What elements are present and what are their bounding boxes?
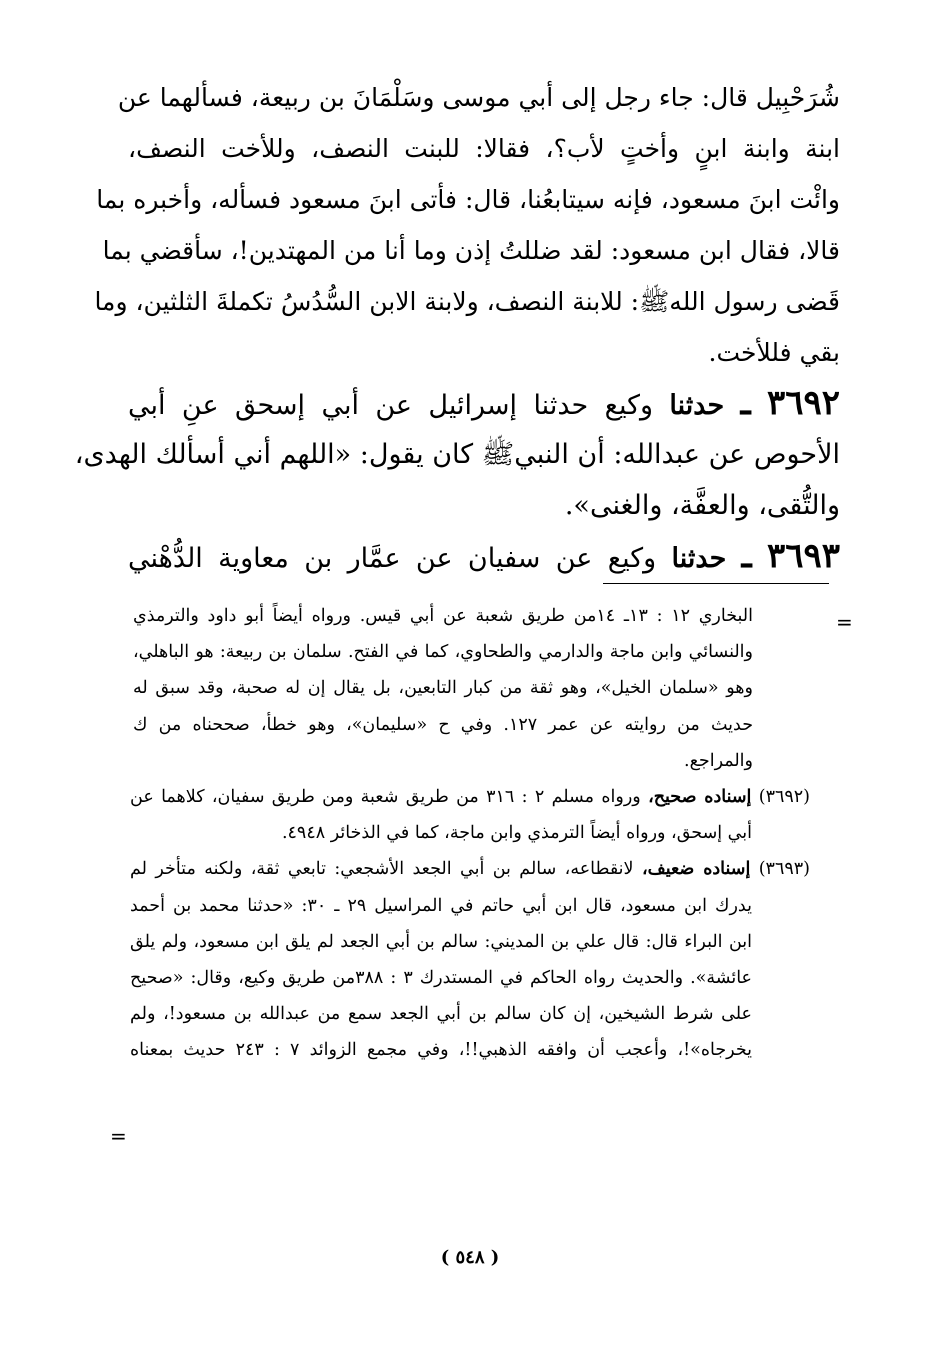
main-text-block [74, 72, 840, 582]
main-text-line: ابنة وابنة ابنٍ وأختٍ لأب؟، فقالا: للبنت النصف، وللأخت النصف، [128, 134, 840, 163]
footnote-divider [603, 583, 829, 584]
footnote-text: لانقطاعه، سالم بن أبي الجعد الأشجعي: تابعي ثقة، ولكنه متأخر لم [130, 859, 634, 880]
footnote-line: والمراجع. [684, 750, 753, 771]
footnote-3693 [130, 851, 810, 1068]
footnote-line: والنسائي وابن ماجة والدارمي والطحاوي، كما في الفتح. سلمان بن ربيعة: هو الباهلي، [133, 642, 753, 663]
hadith-3692 [74, 378, 840, 531]
main-text-line: قالا، فقال ابن مسعود: لقد ضللتُ إذن وما أنا من المهتدين!، سأقضي بما [102, 236, 840, 265]
hadith-3693-line-1 [128, 531, 840, 582]
footnotes-block [130, 598, 840, 1068]
hadith-3692-line-2: الأحوص عن عبدالله: أن النبيﷺ كان يقول: «اللهم أني أسألك الهدى، [74, 439, 840, 470]
hadith-dash: ـ [740, 383, 751, 423]
hadith-lead: حدثنا [669, 390, 725, 421]
footnote-line: يخرجاه»!، وأعجب أن وافقه الذهبي!!، وفي مجمع الزوائد ٧ : ٢٤٣ حديث بمعناه [130, 1040, 752, 1061]
footnote-line [130, 779, 810, 815]
hadith-text: وكيع عن سفيان عن عمَّار بن معاوية الدُّهْني [128, 543, 657, 574]
hadith-text: وكيع حدثنا إسرائيل عن أبي إسحق عنِ أبي [128, 390, 653, 421]
footnote-label: (٣٦٩٢) [758, 786, 810, 807]
footnote-line: ابن البراء قال: قال علي بن المديني: سالم بن أبي الجعد لم يلق ابن مسعود، ولم يلق [130, 931, 752, 952]
page-number: ( ٥٤٨ ) [440, 1247, 500, 1268]
footnote-line: عائشة». والحديث رواه الحاكم في المستدرك ٣ : ٣٨٨من طريق وكيع، وقال: «صحيح [130, 967, 752, 988]
continuation-mark-bottom: = [110, 1124, 127, 1148]
footnote-grade: إسناده صحيح، [648, 786, 752, 807]
hadith-dash: ـ [741, 536, 752, 576]
footnote-text: ورواه مسلم ٢ : ٣١٦ من طريق شعبة ومن طريق سفيان، كلاهما عن [130, 786, 641, 807]
footnote-continuation [133, 598, 753, 779]
footnote-line: وهو «سلمان الخيل»، وهو ثقة من كبار التابعين، بل يقال إن له صحبة، وقد سبق له [133, 678, 753, 699]
hadith-number: ٣٦٩٢ [766, 383, 840, 423]
footnote-line [130, 851, 810, 887]
main-text-line: بقي فللأخت. [708, 338, 840, 367]
footnote-line: أبي إسحق، ورواه أيضاً الترمذي وابن ماجة، كما في الذخائر ٤٩٤٨. [281, 823, 752, 844]
hadith-number: ٣٦٩٣ [766, 536, 840, 576]
hadith-3692-line-1 [128, 378, 840, 429]
hadith-3692-line-3: والتُّقى، والعفَّة، والغنى». [564, 490, 840, 521]
footnote-line: البخاري ١٢ : ١٣ـ ١٤من طريق شعبة عن أبي قيس. ورواه أيضاً أبو داود والترمذي [133, 606, 753, 626]
hadith-lead: حدثنا [671, 543, 727, 574]
continuation-mark-top: = [836, 610, 853, 634]
footnote-line: يدرك ابن مسعود، قال ابن أبي حاتم في المراسيل ٢٩ ـ ٣٠: «حدثنا محمد بن أحمد [130, 895, 752, 916]
main-text-line: شُرَحْبِيل قال: جاء رجل إلى أبي موسى وسَلْمَانَ بن ربيعة، فسألهما عن [117, 83, 840, 112]
footnote-label: (٣٦٩٣) [758, 859, 810, 880]
footnote-line: على شرط الشيخين، إن كان سالم بن أبي الجعد سمع من عبدالله بن مسعود!، ولم [130, 1004, 752, 1025]
footnote-3692 [130, 779, 810, 851]
footnote-line: حديث من روايته عن عمر ١٢٧. وفي ح «سليمان»، وهو خطأ، صححناه من ك [133, 714, 754, 735]
main-text-line: قَضى رسول اللهﷺ: للابنة النصف، ولابنة الابن السُّدُسُ تكملةَ الثلثين، وما [94, 287, 840, 316]
main-text-line: وائْت ابنَ مسعود، فإنه سيتابعُنا، قال: فأتى ابنَ مسعود فسأله، وأخبره بما [96, 185, 840, 214]
footnote-grade: إسناده ضعيف، [641, 859, 751, 880]
hadith-3693 [128, 531, 840, 582]
